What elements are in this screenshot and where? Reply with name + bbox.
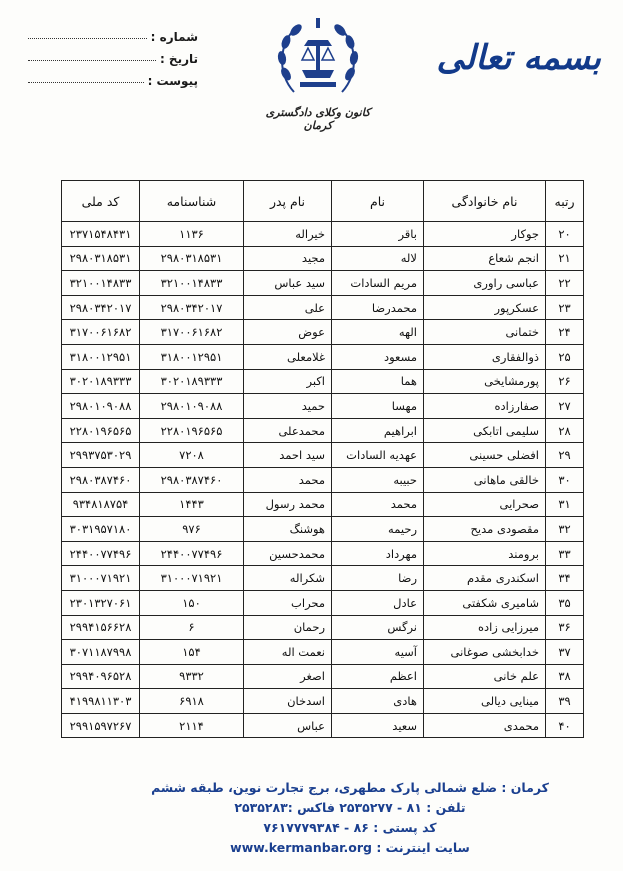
table-row bbox=[62, 246, 584, 271]
table-cell: ۲۴۴۰۰۷۷۴۹۶ bbox=[62, 541, 140, 566]
table-cell: ۲۹۸۰۱۰۹۰۸۸ bbox=[62, 394, 140, 419]
table-cell: خدابخشی صوغانی bbox=[424, 640, 546, 665]
table-cell: رحمان bbox=[244, 615, 332, 640]
table-row bbox=[62, 467, 584, 492]
table-row bbox=[62, 492, 584, 517]
table-cell: حمید bbox=[244, 394, 332, 419]
table-cell: مقصودی مدیح bbox=[424, 517, 546, 542]
attachment-field bbox=[28, 66, 198, 88]
table-cell: ۴۱۹۹۸۱۱۳۰۳ bbox=[62, 689, 140, 714]
table-cell: ۲۵ bbox=[546, 344, 584, 369]
table-row bbox=[62, 394, 584, 419]
number-field bbox=[28, 22, 198, 44]
table-cell: ۲۰ bbox=[546, 222, 584, 247]
organization-name: کانون وکلای دادگستری کرمان bbox=[265, 106, 371, 132]
column-header: شناسنامه bbox=[140, 181, 244, 222]
table-cell: مهرداد bbox=[332, 541, 424, 566]
table-cell: رحیمه bbox=[332, 517, 424, 542]
column-header: نام پدر bbox=[244, 181, 332, 222]
table-cell: ۳۰۳۱۹۵۷۱۸۰ bbox=[62, 517, 140, 542]
reference-fields bbox=[28, 22, 198, 88]
table-cell: ۳۱۸۰۰۱۲۹۵۱ bbox=[140, 344, 244, 369]
table-cell: ۲۹۸۰۳۴۲۰۱۷ bbox=[62, 295, 140, 320]
table-cell: هوشنگ bbox=[244, 517, 332, 542]
table-cell: ۹۷۶ bbox=[140, 517, 244, 542]
website-line: سایت اینترنت : www.kermanbar.org bbox=[230, 840, 470, 855]
table-body bbox=[62, 222, 584, 738]
table-cell: ۴۰ bbox=[546, 713, 584, 738]
column-header: نام خانوادگی bbox=[424, 181, 546, 222]
table-cell: شکراله bbox=[244, 566, 332, 591]
table-row bbox=[62, 664, 584, 689]
table-cell: نعمت اله bbox=[244, 640, 332, 665]
address-line: کرمان : ضلع شمالی پارک مطهری، برج تجارت نوین، طبقه ششم bbox=[151, 780, 549, 795]
table-row bbox=[62, 320, 584, 345]
table-cell: عادل bbox=[332, 590, 424, 615]
table-row bbox=[62, 369, 584, 394]
table-row bbox=[62, 418, 584, 443]
table-cell: ۲۴۴۰۰۷۷۴۹۶ bbox=[140, 541, 244, 566]
table-cell: ۳۰۲۰۱۸۹۳۳۳ bbox=[140, 369, 244, 394]
table-row bbox=[62, 344, 584, 369]
table-cell: ۳۵ bbox=[546, 590, 584, 615]
table-cell: ۲۱ bbox=[546, 246, 584, 271]
date-field bbox=[28, 44, 198, 66]
table-cell: ۲۴ bbox=[546, 320, 584, 345]
table-cell: خیراله bbox=[244, 222, 332, 247]
table-cell: محمدعلی bbox=[244, 418, 332, 443]
table-cell: محمد bbox=[244, 467, 332, 492]
table-cell: ۶ bbox=[140, 615, 244, 640]
table-row bbox=[62, 640, 584, 665]
table-cell: پورمشایخی bbox=[424, 369, 546, 394]
bismillah-heading: بسمه تعالی bbox=[436, 38, 601, 78]
table-row bbox=[62, 566, 584, 591]
candidates-table bbox=[61, 180, 584, 738]
table-cell: لاله bbox=[332, 246, 424, 271]
table-cell: ۲۹۹۴۱۵۶۶۲۸ bbox=[62, 615, 140, 640]
table-cell: ۳۱ bbox=[546, 492, 584, 517]
table-cell: ۱۵۰ bbox=[140, 590, 244, 615]
table-row bbox=[62, 713, 584, 738]
table-cell: ذوالفقاری bbox=[424, 344, 546, 369]
table-cell: هادی bbox=[332, 689, 424, 714]
table-cell: محمدی bbox=[424, 713, 546, 738]
table-cell: محمد bbox=[332, 492, 424, 517]
table-cell: خالقی ماهانی bbox=[424, 467, 546, 492]
table-cell: سلیمی اتابکی bbox=[424, 418, 546, 443]
table-cell: ۳۱۸۰۰۱۲۹۵۱ bbox=[62, 344, 140, 369]
table-cell: عباسی راوری bbox=[424, 271, 546, 296]
table-cell: ۳۷ bbox=[546, 640, 584, 665]
table-row bbox=[62, 615, 584, 640]
table-cell: محمدحسین bbox=[244, 541, 332, 566]
table-cell: ۳۰ bbox=[546, 467, 584, 492]
table-cell: عوض bbox=[244, 320, 332, 345]
table-cell: ۳۲ bbox=[546, 517, 584, 542]
column-header: کد ملی bbox=[62, 181, 140, 222]
table-cell: الهه bbox=[332, 320, 424, 345]
table-cell: باقر bbox=[332, 222, 424, 247]
table-row bbox=[62, 443, 584, 468]
table-cell: ۳۸ bbox=[546, 664, 584, 689]
table-cell: اسدخان bbox=[244, 689, 332, 714]
number-label: شماره : bbox=[150, 30, 198, 44]
table-cell: ۲۹۸۰۳۱۸۵۳۱ bbox=[140, 246, 244, 271]
table-cell: ۲۹۸۰۳۴۲۰۱۷ bbox=[140, 295, 244, 320]
table-cell: علی bbox=[244, 295, 332, 320]
table-cell: ۳۶ bbox=[546, 615, 584, 640]
table-cell: ۲۹۹۱۵۹۷۲۶۷ bbox=[62, 713, 140, 738]
table-cell: ابراهیم bbox=[332, 418, 424, 443]
table-cell: عسکرپور bbox=[424, 295, 546, 320]
table-cell: محمدرضا bbox=[332, 295, 424, 320]
table-cell: ۱۱۳۶ bbox=[140, 222, 244, 247]
table-cell: ۳۹ bbox=[546, 689, 584, 714]
table-cell: سعید bbox=[332, 713, 424, 738]
table-cell: صفارزاده bbox=[424, 394, 546, 419]
table-cell: رضا bbox=[332, 566, 424, 591]
table-cell: ۲۶ bbox=[546, 369, 584, 394]
table-cell: جوکار bbox=[424, 222, 546, 247]
table-cell: انجم شعاع bbox=[424, 246, 546, 271]
table-cell: آسیه bbox=[332, 640, 424, 665]
table-row bbox=[62, 295, 584, 320]
table-cell: نرگس bbox=[332, 615, 424, 640]
table-row bbox=[62, 541, 584, 566]
table-cell: سید احمد bbox=[244, 443, 332, 468]
table-cell: ۲۲۸۰۱۹۶۵۶۵ bbox=[62, 418, 140, 443]
table-cell: محراب bbox=[244, 590, 332, 615]
table-cell: میرزایی زاده bbox=[424, 615, 546, 640]
table-cell: افضلی حسینی bbox=[424, 443, 546, 468]
bar-association-emblem-icon bbox=[272, 12, 364, 107]
table-cell: ۲۳۷۱۵۴۸۴۳۱ bbox=[62, 222, 140, 247]
table-cell: صحرایی bbox=[424, 492, 546, 517]
table-cell: ۲۲ bbox=[546, 271, 584, 296]
table-cell: اسکندری مقدم bbox=[424, 566, 546, 591]
table-cell: مریم السادات bbox=[332, 271, 424, 296]
table-cell: اصغر bbox=[244, 664, 332, 689]
table-cell: ۱۴۴۳ bbox=[140, 492, 244, 517]
table-cell: ۳۰۲۰۱۸۹۳۳۳ bbox=[62, 369, 140, 394]
table-cell: ۲۹۸۰۳۱۸۵۳۱ bbox=[62, 246, 140, 271]
table-cell: ۲۱۱۴ bbox=[140, 713, 244, 738]
table-cell: ۳۳ bbox=[546, 541, 584, 566]
table-cell: ۳۰۷۱۱۸۷۹۹۸ bbox=[62, 640, 140, 665]
table-cell: ۲۹۸۰۱۰۹۰۸۸ bbox=[140, 394, 244, 419]
table-cell: ۹۳۴۸۱۸۷۵۴ bbox=[62, 492, 140, 517]
table-cell: محمد رسول bbox=[244, 492, 332, 517]
table-cell: ۳۱۷۰۰۶۱۶۸۲ bbox=[62, 320, 140, 345]
table-cell: ۲۹۸۰۳۸۷۴۶۰ bbox=[62, 467, 140, 492]
table-cell: ۲۹۸۰۳۸۷۴۶۰ bbox=[140, 467, 244, 492]
table-cell: مینایی دیالی bbox=[424, 689, 546, 714]
table-cell: ختمانی bbox=[424, 320, 546, 345]
table-cell: اعظم bbox=[332, 664, 424, 689]
table-cell: عباس bbox=[244, 713, 332, 738]
column-header: رتبه bbox=[546, 181, 584, 222]
table-row bbox=[62, 222, 584, 247]
table-cell: مجید bbox=[244, 246, 332, 271]
table-row bbox=[62, 689, 584, 714]
date-label: تاریخ : bbox=[159, 52, 198, 66]
table-cell: سید عباس bbox=[244, 271, 332, 296]
contact-footer bbox=[130, 778, 570, 858]
table-cell: ۳۴ bbox=[546, 566, 584, 591]
table-cell: شامیری شکفتی bbox=[424, 590, 546, 615]
table-header-row bbox=[62, 181, 584, 222]
table-cell: ۷۲۰۸ bbox=[140, 443, 244, 468]
table-cell: ۲۸ bbox=[546, 418, 584, 443]
table-cell: مسعود bbox=[332, 344, 424, 369]
table-cell: برومند bbox=[424, 541, 546, 566]
table-row bbox=[62, 271, 584, 296]
table-cell: غلامعلی bbox=[244, 344, 332, 369]
table-cell: عهدیه السادات bbox=[332, 443, 424, 468]
table-cell: حبیبه bbox=[332, 467, 424, 492]
table-cell: ۲۷ bbox=[546, 394, 584, 419]
table-cell: ۲۹ bbox=[546, 443, 584, 468]
postal-code-line: کد پستی : ۸۶ - ۷۶۱۷۷۷۹۳۸۴ bbox=[263, 820, 437, 835]
column-header: نام bbox=[332, 181, 424, 222]
table-cell: ۲۹۹۴۰۹۶۵۲۸ bbox=[62, 664, 140, 689]
table-row bbox=[62, 517, 584, 542]
phone-fax-line: تلفن : ۸۱ - ۲۵۳۵۲۷۷ فاکس :۲۵۳۵۲۸۳ bbox=[234, 800, 466, 815]
table-cell: ۳۱۰۰۰۷۱۹۲۱ bbox=[140, 566, 244, 591]
table-cell: اکبر bbox=[244, 369, 332, 394]
table-cell: ۳۲۱۰۰۱۴۸۳۳ bbox=[140, 271, 244, 296]
table-cell: ۲۳ bbox=[546, 295, 584, 320]
table-cell: ۲۹۹۳۷۵۳۰۲۹ bbox=[62, 443, 140, 468]
table-cell: ۶۹۱۸ bbox=[140, 689, 244, 714]
table-cell: علم خانی bbox=[424, 664, 546, 689]
table-cell: هما bbox=[332, 369, 424, 394]
table-cell: ۳۱۰۰۰۷۱۹۲۱ bbox=[62, 566, 140, 591]
table-row bbox=[62, 590, 584, 615]
attachment-label: پیوست : bbox=[147, 74, 198, 88]
table-cell: ۳۱۷۰۰۶۱۶۸۲ bbox=[140, 320, 244, 345]
table-cell: ۳۲۱۰۰۱۴۸۳۳ bbox=[62, 271, 140, 296]
table-cell: ۱۵۴ bbox=[140, 640, 244, 665]
table-cell: ۹۳۳۲ bbox=[140, 664, 244, 689]
table-cell: ۲۳۰۱۳۲۷۰۶۱ bbox=[62, 590, 140, 615]
table-cell: ۲۲۸۰۱۹۶۵۶۵ bbox=[140, 418, 244, 443]
table-cell: مهسا bbox=[332, 394, 424, 419]
